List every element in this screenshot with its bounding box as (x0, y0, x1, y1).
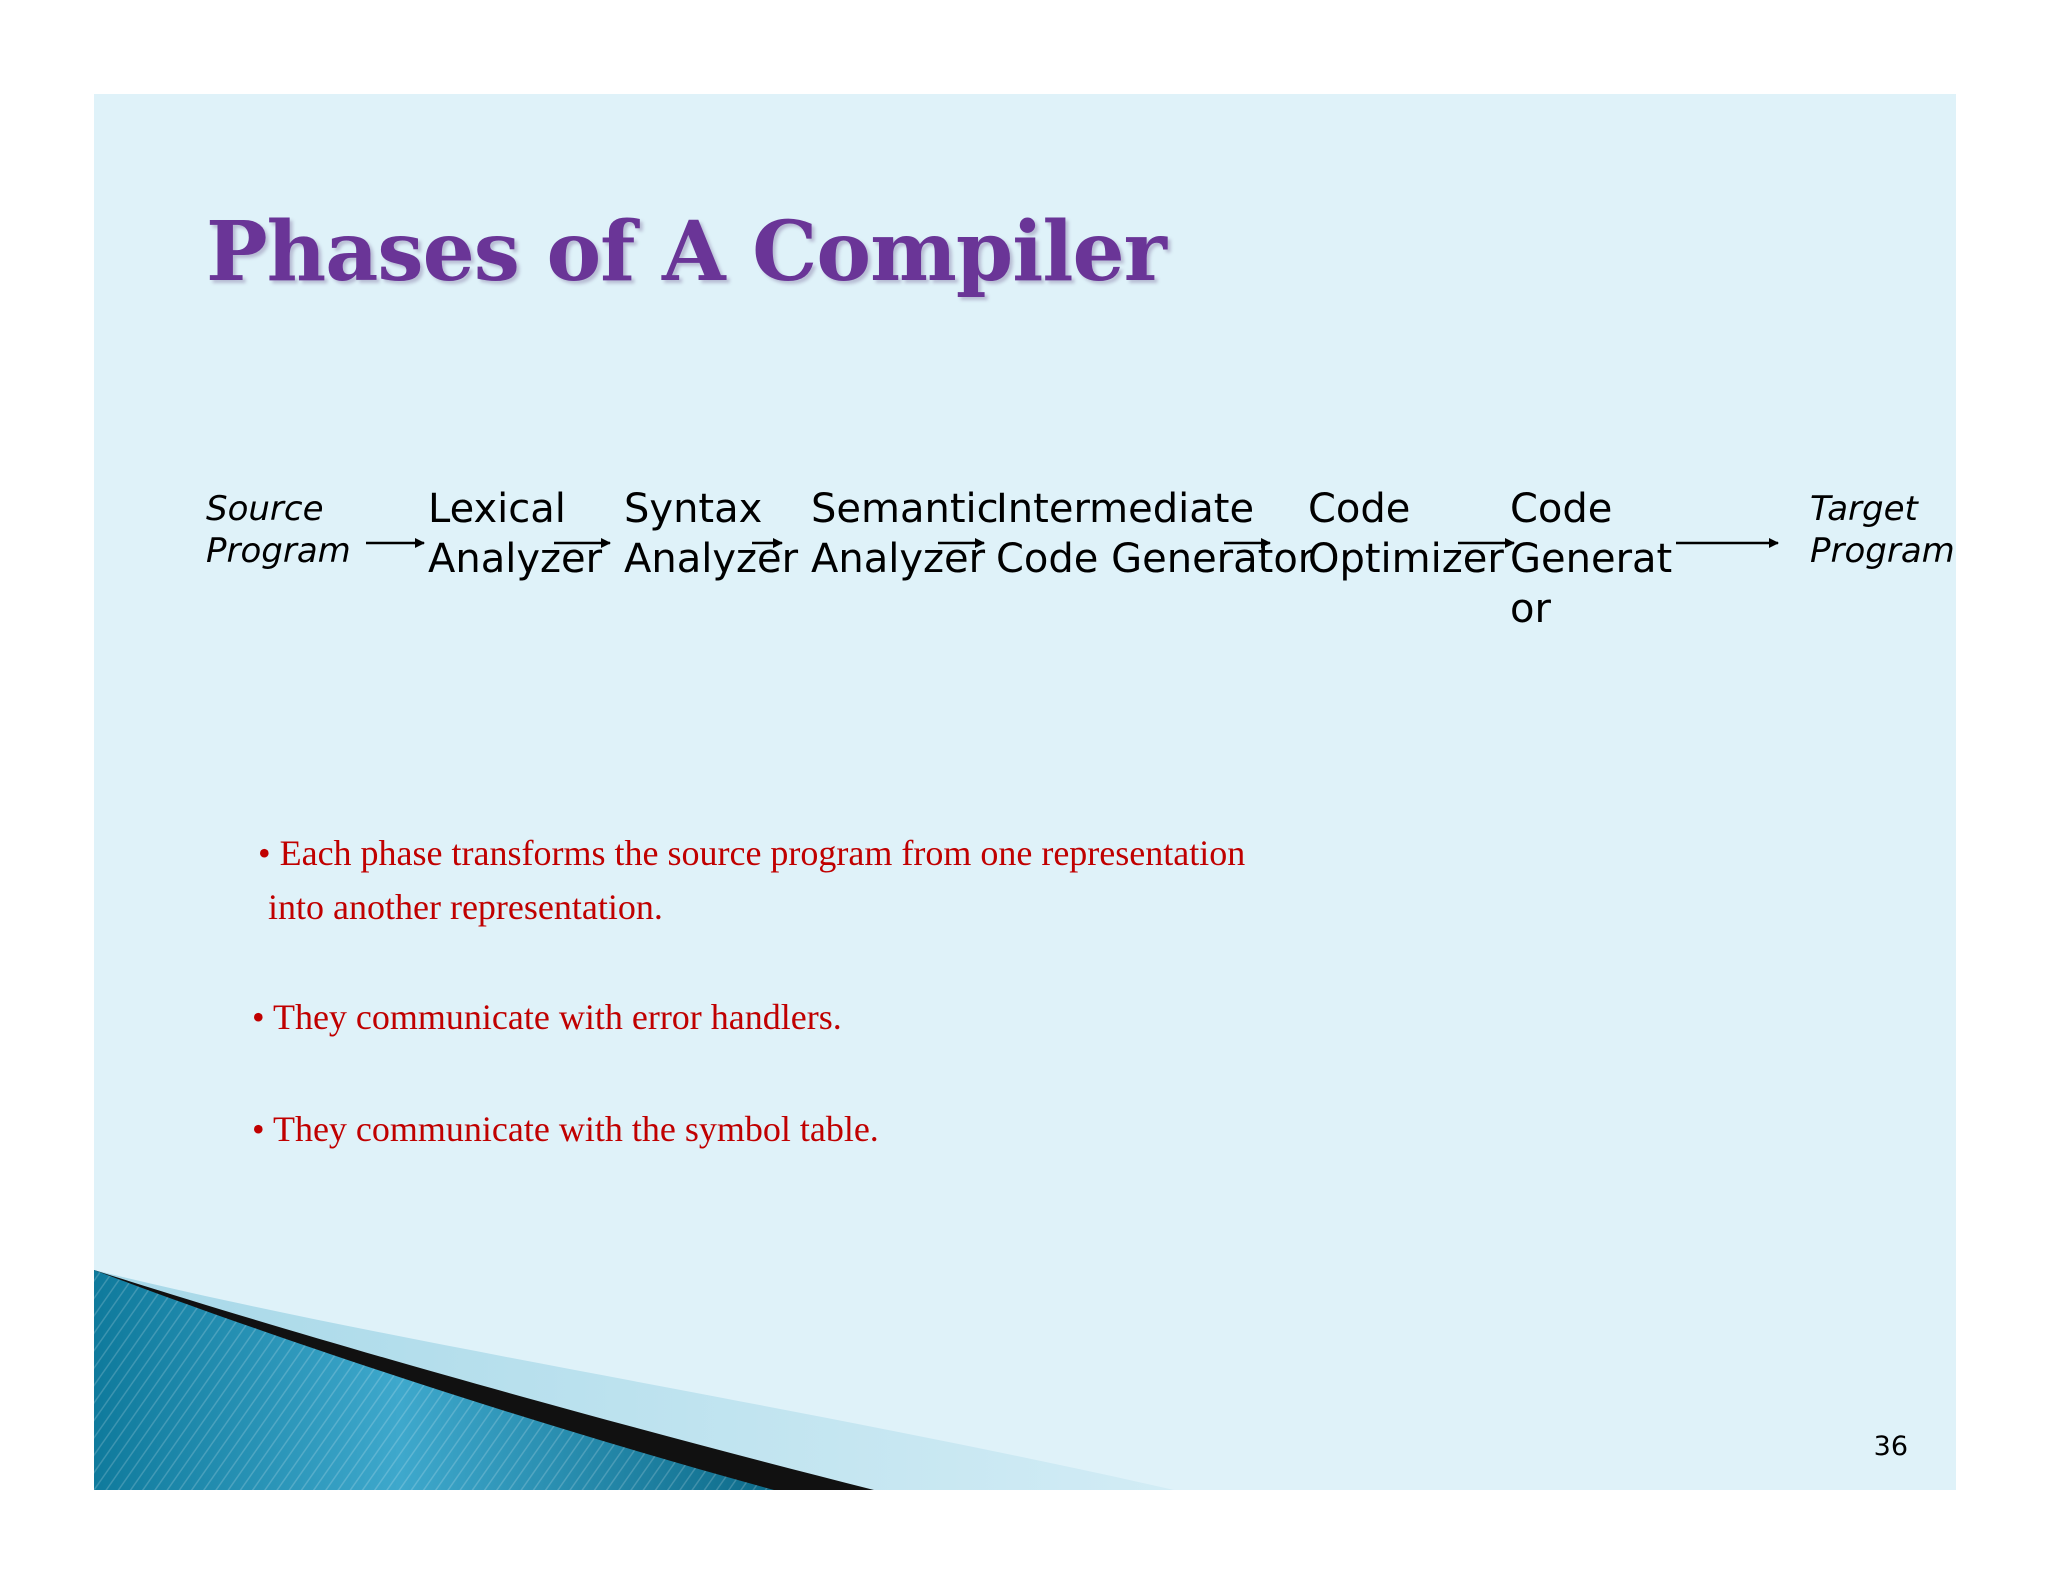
phase-line: Analyzer (428, 536, 603, 582)
phase-line: Code Generator (996, 536, 1315, 582)
bullet-line: • They communicate with error handlers. (252, 997, 842, 1037)
phase-line: Optimizer (1308, 536, 1504, 582)
phase-line: Generat (1510, 536, 1673, 582)
bullet-line: • They communicate with the symbol table. (252, 1109, 879, 1149)
source-label-line: Source (206, 489, 324, 529)
phase-line: Code (1510, 486, 1613, 532)
phase-line: Semantic (811, 486, 999, 532)
target-program-label (1810, 488, 1955, 572)
phase-line: Intermediate (996, 486, 1255, 532)
target-label-line: Program (1810, 531, 1955, 571)
phase-lexical-analyzer (428, 484, 602, 584)
phase-line: Lexical (428, 486, 566, 532)
source-program-label (206, 488, 351, 572)
source-label-line: Program (206, 531, 351, 571)
bullet-line: • Each phase transforms the source program from one representation (258, 833, 1246, 873)
target-label-line: Target (1810, 489, 1918, 529)
phase-code-optimizer (1308, 484, 1504, 584)
bullet-line: into another representation. (268, 887, 663, 927)
bullet-item (252, 990, 842, 1044)
bullet-item (252, 1102, 879, 1156)
phase-line: Code (1308, 486, 1411, 532)
phase-intermediate-code-generator (996, 484, 1314, 584)
phase-line: Analyzer (624, 536, 799, 582)
phase-syntax-analyzer (624, 484, 798, 584)
slide (94, 94, 1956, 1490)
phase-line: Analyzer (811, 536, 986, 582)
slide-title: Phases of A Compiler (206, 204, 1166, 300)
phase-code-generator (1510, 484, 1672, 634)
phase-line: Syntax (624, 486, 763, 532)
decorative-wave (94, 94, 1956, 1490)
bullet-item (258, 826, 1245, 934)
phase-line: or (1510, 586, 1551, 632)
phase-semantic-analyzer (811, 484, 999, 584)
page-number: 36 (1873, 1431, 1908, 1462)
